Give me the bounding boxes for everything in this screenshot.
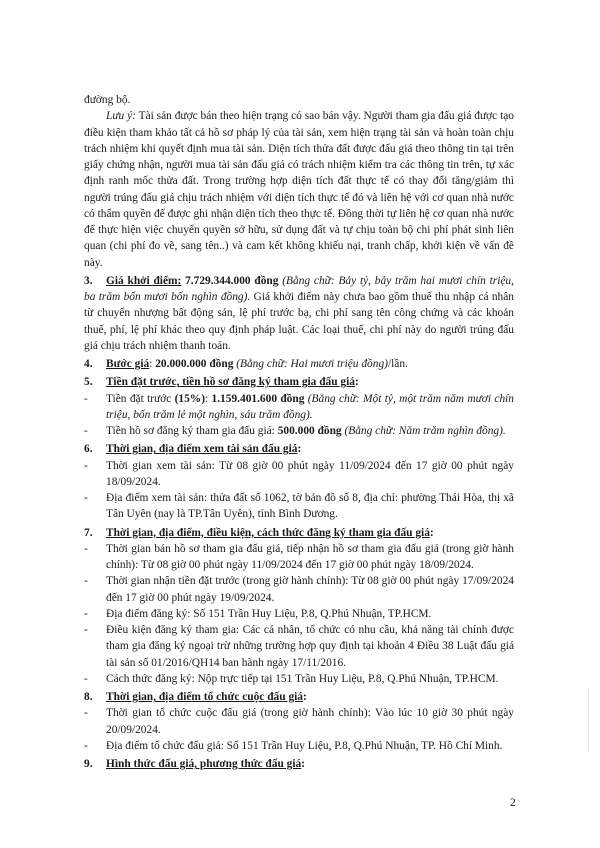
deposit-item bbox=[84, 391, 514, 424]
register-place-text: Địa điểm đăng ký: Số 151 Trần Huy Liệu, P.8, Q.Phú Nhuận, TP.HCM. bbox=[106, 607, 432, 620]
dash-marker: - bbox=[84, 624, 88, 636]
note-paragraph bbox=[84, 108, 514, 271]
deposit-percent: (15%) bbox=[174, 392, 205, 405]
viewing-place-text: Địa điểm xem tài sản: thửa đất số 1062, tờ bản đồ số 8, địa chỉ: phường Thái Hòa, thị xã Tân Uyên (nay là TP.Tân Uyên), tỉnh Bình Dương. bbox=[106, 492, 514, 521]
bid-step-suffix: /lần. bbox=[387, 358, 408, 370]
section-7-number: 7. bbox=[84, 526, 93, 539]
deposit-time-text: Thời gian nhận tiền đặt trước (trong giờ hành chính): Từ 08 giờ 00 phút ngày 17/09/2024 đến 17 giờ 00 phút ngày 19/09/2024. bbox=[106, 575, 514, 604]
section-5 bbox=[84, 374, 514, 390]
section-4-title: Bước giá bbox=[106, 358, 150, 370]
section-6-number: 6. bbox=[84, 443, 93, 456]
section-3-number: 3. bbox=[84, 274, 93, 287]
deposit-sep: : bbox=[205, 392, 212, 405]
section-5-number: 5. bbox=[84, 376, 93, 389]
register-method-item bbox=[84, 671, 514, 687]
section-4-sep: : bbox=[149, 358, 156, 370]
dash-marker: - bbox=[84, 492, 88, 504]
bid-step-value: 20.000.000 đồng bbox=[155, 358, 234, 370]
dash-marker: - bbox=[84, 392, 88, 405]
note-label: Lưu ý: bbox=[106, 110, 136, 123]
dash-marker: - bbox=[84, 575, 88, 588]
section-7 bbox=[84, 525, 514, 541]
fee-value: 500.000 đồng bbox=[277, 425, 342, 437]
section-8-title: Thời gian, địa điểm tổ chức cuộc đấu giá bbox=[106, 691, 303, 703]
section-6 bbox=[84, 441, 514, 457]
section-7-title: Thời gian, địa điểm, điều kiện, cách thức đăng ký tham gia đấu giá bbox=[106, 526, 430, 539]
intro-line: đường bộ. bbox=[84, 94, 131, 106]
section-4-number: 4. bbox=[84, 358, 93, 370]
dash-marker: - bbox=[84, 542, 88, 555]
document-body bbox=[84, 92, 514, 772]
deposit-label: Tiền đặt trước bbox=[106, 392, 175, 405]
section-3-title: Giá khởi điểm: bbox=[106, 274, 182, 287]
fee-words: (Bằng chữ: Năm trăm nghìn đồng). bbox=[341, 425, 506, 437]
section-8-number: 8. bbox=[84, 691, 93, 703]
fee-label: Tiền hồ sơ đăng ký tham gia đấu giá: bbox=[106, 425, 278, 437]
page-number: 2 bbox=[510, 797, 516, 809]
viewing-time-item bbox=[84, 458, 514, 491]
stamp-edge-mark bbox=[588, 690, 599, 750]
section-5-colon: : bbox=[355, 376, 359, 389]
register-method-text: Cách thức đăng ký: Nộp trực tiếp tại 151 Trần Huy Liệu, P.8, Q.Phú Nhuận, TP.HCM. bbox=[106, 672, 499, 685]
dash-marker: - bbox=[84, 739, 88, 752]
section-6-title: Thời gian, địa điểm xem tài sản đấu giá bbox=[106, 443, 298, 456]
section-9-title: Hình thức đấu giá, phương thức đấu giá bbox=[106, 758, 302, 770]
deposit-time-item bbox=[84, 573, 514, 606]
section-3-text: Giá khởi điểm này chưa bao gồm thuế thu nhập cá nhân từ chuyển nhượng bất động sản, lệ phí trước bạ, chi phí sang tên công chứng và các khoản thuế, phí, lệ phí khác theo quy định pháp luật. Các loại thuế, chi phí này do người trúng đấu giá chịu trách nhiệm thanh toán. bbox=[84, 291, 514, 352]
bid-step-words: (Bằng chữ: Hai mươi triệu đồng) bbox=[233, 358, 388, 370]
sale-time-text: Thời gian bán hồ sơ tham gia đấu giá, tiếp nhận hồ sơ tham gia đấu giá (trong giờ hành chính): Từ 08 giờ 00 phút ngày 11/09/2024 đến 17 giờ 00 phút ngày 18/09/2024. bbox=[106, 542, 514, 571]
sale-time-item bbox=[84, 541, 514, 574]
auction-place-item bbox=[84, 738, 514, 754]
dash-marker: - bbox=[84, 707, 88, 720]
auction-time-text: Thời gian tổ chức cuộc đấu giá (trong giờ hành chính): Vào lúc 10 giờ 30 phút ngày 20/09/2024. bbox=[106, 707, 514, 736]
fee-item bbox=[84, 423, 514, 439]
register-condition-text: Điều kiện đăng ký tham gia: Các cá nhân, tổ chức có nhu cầu, khả năng tài chính được tham gia đăng ký ngoại trừ những trường hợp quy định tại khoản 4 Điều 38 Luật đấu giá tài sản số 01/2016/QH14 ban hành ngày 17/11/2016. bbox=[106, 624, 514, 669]
dash-marker: - bbox=[84, 459, 88, 472]
auction-time-item bbox=[84, 705, 514, 738]
auction-place-text: Địa điểm tổ chức đấu giá: Số 151 Trần Huy Liệu, P.8, Q.Phú Nhuận, TP. Hồ Chí Minh. bbox=[106, 739, 503, 752]
section-9 bbox=[84, 756, 514, 772]
section-4 bbox=[84, 356, 514, 372]
note-text: Tài sản được bán theo hiện trạng có sao bán vậy. Người tham gia đấu giá được tạo điều kiện tham khảo tất cả hồ sơ pháp lý của tài sản, xem hiện trạng tài sản và hoàn toàn chịu trách nhiệm khi quyết định mua tài sản. Diện tích thửa đất được đấu giá theo thông tin tại trên giấy chứng nhận, người mua tài sản đấu giá có trách nhiệm kiểm tra các thông tin trên, tự xác định ranh mốc thửa đất. Trong trường hợp diện tích đất thực tế có thay đổi tăng/giảm thì người trúng đấu giá chịu trách nhiệm với diện tích thực tế đó và liên hệ với cơ quan nhà nước có thẩm quyền để được ghi nhận diện tích theo thực tế. Đồng thời tự liên hệ cơ quan nhà nước để thực hiện việc chuyển quyền sở hữu, sử dụng đất và tự chịu toàn bộ chi phí phát sinh liên quan (chi phí đo vẽ, sang tên..) và cam kết không khiếu nại, tranh chấp, khởi kiện về vấn đề này. bbox=[84, 110, 514, 269]
dash-marker: - bbox=[84, 607, 88, 620]
register-place-item bbox=[84, 606, 514, 622]
section-9-colon: : bbox=[301, 758, 305, 770]
dash-marker: - bbox=[84, 425, 88, 437]
starting-price-words: (Bằng chữ: Bảy tỷ, bảy trăm hai mươi chín triệu, ba trăm bốn mươi bốn nghìn đồng). bbox=[84, 274, 514, 303]
register-condition-item bbox=[84, 622, 514, 671]
section-9-number: 9. bbox=[84, 758, 93, 770]
viewing-time-text: Thời gian xem tài sản: Từ 08 giờ 00 phút ngày 11/09/2024 đến 17 giờ 00 phút ngày 18/09/2024. bbox=[106, 459, 514, 488]
viewing-place-item bbox=[84, 490, 514, 523]
section-6-colon: : bbox=[297, 443, 302, 456]
section-8 bbox=[84, 689, 514, 705]
section-8-colon: : bbox=[303, 691, 307, 703]
section-5-title: Tiền đặt trước, tiền hồ sơ đăng ký tham gia đấu giá bbox=[106, 376, 355, 389]
starting-price-value: 7.729.344.000 đồng bbox=[181, 274, 279, 287]
dash-marker: - bbox=[84, 672, 88, 685]
section-3 bbox=[84, 273, 514, 354]
section-7-colon: : bbox=[429, 526, 434, 539]
deposit-words: (Bằng chữ: Một tỷ, một trăm năm mươi chín triệu, bốn trăm lẻ một nghìn, sáu trăm đồng). bbox=[106, 392, 515, 421]
deposit-value: 1.159.401.600 đồng bbox=[211, 392, 305, 405]
